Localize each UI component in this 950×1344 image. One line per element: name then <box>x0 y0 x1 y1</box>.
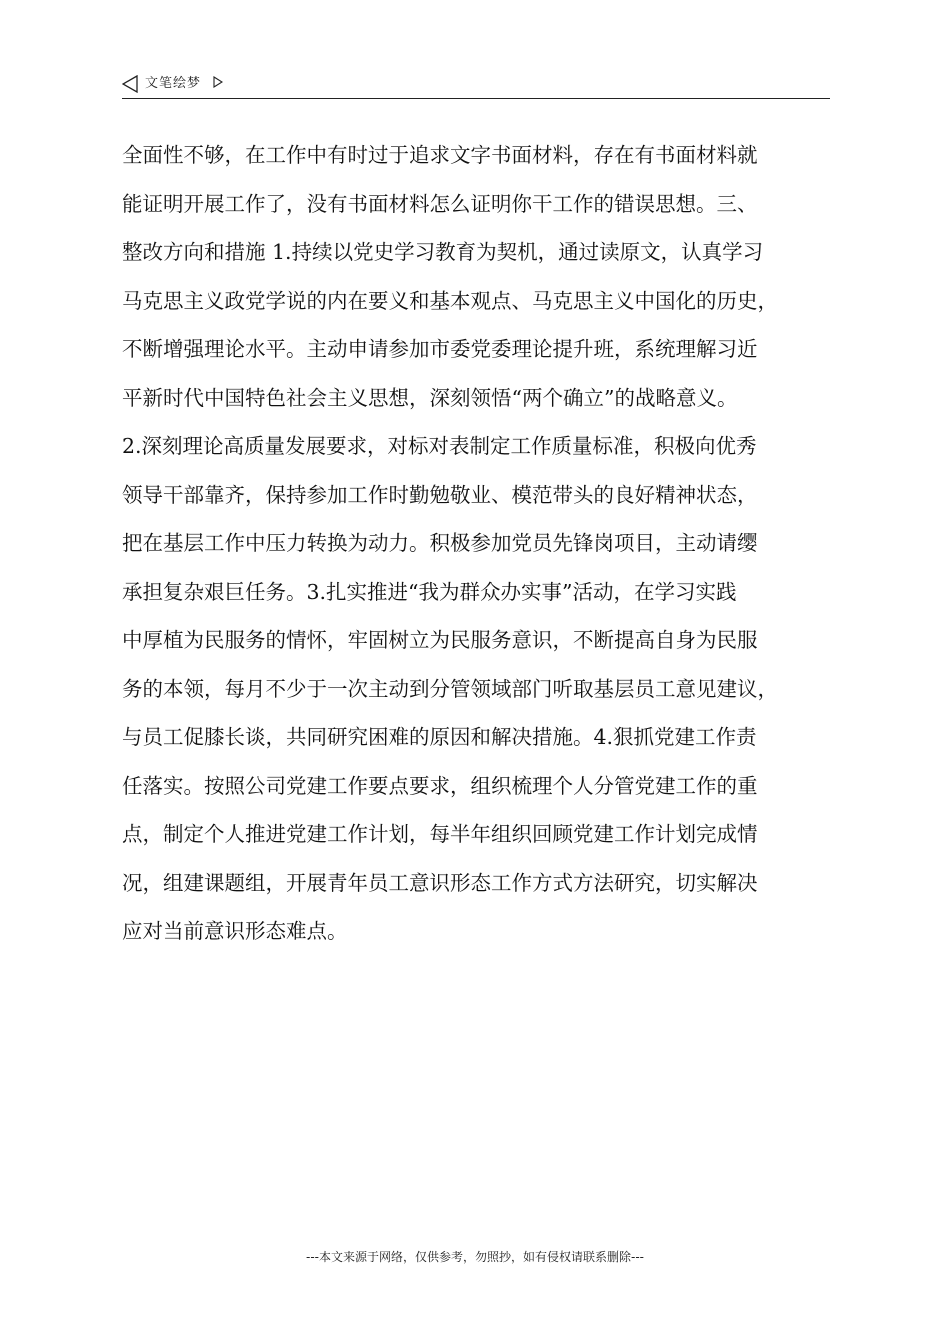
triangle-right-icon <box>213 76 223 88</box>
text-line: 况，组建课题组，开展青年员工意识形态工作方式方法研究，切实解决 <box>122 870 758 895</box>
text-line: 点，制定个人推进党建工作计划，每半年组织回顾党建工作计划完成情 <box>122 822 758 846</box>
page-footer: ---本文来源于网络，仅供参考，勿照抄，如有侵权请联系删除--- <box>306 1250 644 1264</box>
text-line: 承担复杂艰巨任务。3.扎实推进“我为群众办实事”活动，在学习实践 <box>122 579 737 604</box>
header-brand: 文笔绘梦 <box>145 76 202 91</box>
text-line: 领导干部靠齐，保持参加工作时勤勉敬业、模范带头的良好精神状态， <box>122 482 758 507</box>
text-line: 应对当前意识形态难点。 <box>122 919 348 943</box>
text-line: 能证明开展工作了，没有书面材料怎么证明你干工作的错误思想。三、 <box>122 191 758 216</box>
text-line: 任落实。按照公司党建工作要点要求，组织梳理个人分管党建工作的重 <box>122 773 758 798</box>
text-line: 把在基层工作中压力转换为动力。积极参加党员先锋岗项目，主动请缨 <box>122 531 758 555</box>
page-header <box>122 72 830 99</box>
triangle-left-icon <box>122 75 138 93</box>
document-body <box>122 131 834 956</box>
text-line: 不断增强理论水平。主动申请参加市委党委理论提升班，系统理解习近 <box>122 337 758 361</box>
text-line: 务的本领，每月不少于一次主动到分管领域部门听取基层员工意见建议， <box>122 676 778 701</box>
text-line: 全面性不够，在工作中有时过于追求文字书面材料，存在有书面材料就 <box>122 143 758 167</box>
text-line: 马克思主义政党学说的内在要义和基本观点、马克思主义中国化的历史， <box>122 288 778 313</box>
text-line: 整改方向和措施 1.持续以党史学习教育为契机，通过读原文，认真学习 <box>122 240 764 264</box>
text-line: 平新时代中国特色社会主义思想，深刻领悟“两个确立”的战略意义。 <box>122 385 738 410</box>
text-line: 与员工促膝长谈，共同研究困难的原因和解决措施。4.狠抓党建工作责 <box>122 725 757 749</box>
text-line: 2.深刻理论高质量发展要求，对标对表制定工作质量标准，积极向优秀 <box>122 434 757 458</box>
text-line: 中厚植为民服务的情怀，牢固树立为民服务意识，不断提高自身为民服 <box>122 628 758 652</box>
